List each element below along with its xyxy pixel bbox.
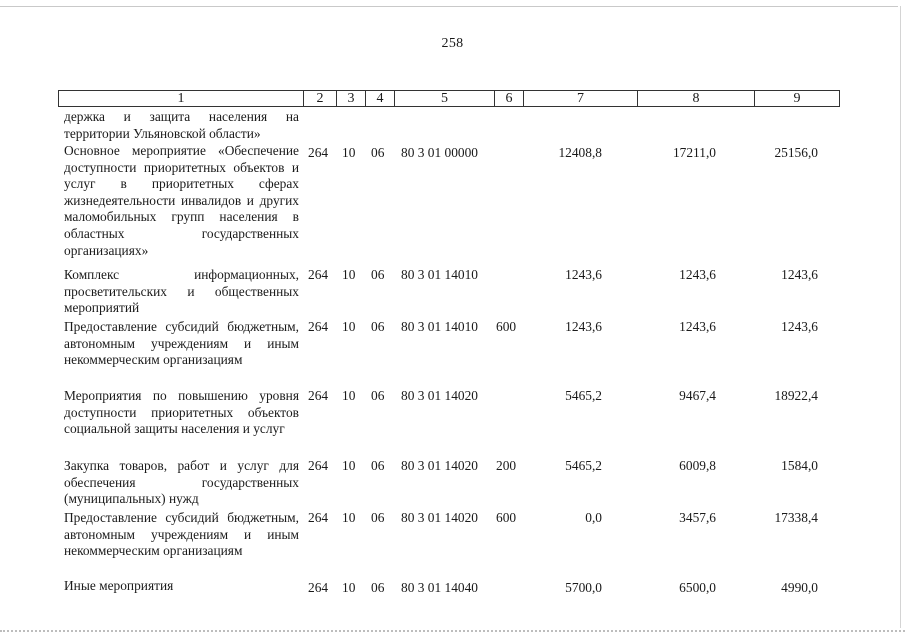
- row-c5: 80 3 01 14020: [401, 388, 478, 403]
- row-c8: 17211,0: [672, 145, 716, 160]
- row-c9: 18922,4: [774, 388, 818, 403]
- header-col-6: 6: [495, 91, 524, 107]
- header-col-8: 8: [638, 91, 755, 107]
- header-col-3: 3: [337, 91, 366, 107]
- scan-edge-bottom: [0, 630, 905, 632]
- row-c8: 1243,6: [679, 267, 716, 282]
- row-c7: 1243,6: [565, 267, 602, 282]
- row-c4: 06: [371, 458, 385, 473]
- header-col-1: 1: [59, 91, 304, 107]
- scan-edge-right: [900, 6, 901, 628]
- row-name: Основное мероприятие «Обеспечение доступности приоритетных объектов и услуг в приоритетных сферах жизнедеятельности инвалидов и других маломобильных групп населения в областных государственных организациях»: [64, 143, 299, 258]
- row-c7: 0,0: [585, 510, 602, 525]
- row-c2: 264: [308, 458, 329, 473]
- row-c4: 06: [371, 145, 385, 160]
- row-c5: 80 3 01 14010: [401, 267, 478, 282]
- row-name: Мероприятия по повышению уровня доступности приоритетных объектов социальной защиты населения и услуг: [64, 388, 299, 437]
- row-name: Иные мероприятия: [64, 578, 174, 593]
- row-c8: 1243,6: [679, 319, 716, 334]
- header-col-9: 9: [755, 91, 840, 107]
- row-c2: 264: [308, 510, 329, 525]
- scan-edge-top: [0, 6, 898, 7]
- row-c8: 9467,4: [679, 388, 716, 403]
- row-c9: 1584,0: [781, 458, 818, 473]
- row-c2: 264: [308, 145, 329, 160]
- header-col-7: 7: [524, 91, 638, 107]
- row-c3: 10: [342, 458, 356, 473]
- row-c4: 06: [371, 510, 385, 525]
- row-c2: 264: [308, 267, 329, 282]
- row-c8: 6009,8: [679, 458, 716, 473]
- row-c9: 1243,6: [781, 267, 818, 282]
- row-c7: 1243,6: [565, 319, 602, 334]
- row-c6: 600: [496, 319, 517, 334]
- column-number-header: [58, 90, 840, 107]
- row-c4: 06: [371, 267, 385, 282]
- header-col-4: 4: [366, 91, 395, 107]
- row-c7: 5465,2: [565, 458, 602, 473]
- header-col-2: 2: [304, 91, 337, 107]
- row-c9: 25156,0: [774, 145, 818, 160]
- row-name: Закупка товаров, работ и услуг для обеспечения государственных (муниципальных) нужд: [64, 458, 299, 507]
- row-c6: 200: [496, 458, 517, 473]
- row-c5: 80 3 01 14020: [401, 458, 478, 473]
- row-c3: 10: [342, 319, 356, 334]
- row-name: Предоставление субсидий бюджетным, автономным учреждениям и иным некоммерческим организациям: [64, 510, 299, 559]
- row-name: Комплекс информационных, просветительских и общественных мероприятий: [64, 267, 299, 316]
- row-c7: 12408,8: [558, 145, 602, 160]
- row-c8: 3457,6: [679, 510, 716, 525]
- row-c3: 10: [342, 267, 356, 282]
- row-c3: 10: [342, 145, 356, 160]
- page-number: 258: [441, 36, 464, 51]
- row-c5: 80 3 01 14010: [401, 319, 478, 334]
- row-c9: 17338,4: [774, 510, 818, 525]
- row-c3: 10: [342, 510, 356, 525]
- row-c2: 264: [308, 580, 329, 595]
- header-col-5: 5: [395, 91, 495, 107]
- row-name: Предоставление субсидий бюджетным, автономным учреждениям и иным некоммерческим организациям: [64, 319, 299, 368]
- row-c8: 6500,0: [679, 580, 716, 595]
- row-c5: 80 3 01 14040: [401, 580, 478, 595]
- row-c4: 06: [371, 388, 385, 403]
- row-c2: 264: [308, 388, 329, 403]
- row-c4: 06: [371, 319, 385, 334]
- row-c3: 10: [342, 580, 356, 595]
- row-c7: 5700,0: [565, 580, 602, 595]
- row-c2: 264: [308, 319, 329, 334]
- row-c5: 80 3 01 00000: [401, 145, 478, 160]
- row-c9: 4990,0: [781, 580, 818, 595]
- row-c6: 600: [496, 510, 517, 525]
- row-c4: 06: [371, 580, 385, 595]
- row-c3: 10: [342, 388, 356, 403]
- row-c5: 80 3 01 14020: [401, 510, 478, 525]
- continuation-text: держка и защита населения на территории Ульяновской области»: [64, 109, 299, 141]
- row-c7: 5465,2: [565, 388, 602, 403]
- row-c9: 1243,6: [781, 319, 818, 334]
